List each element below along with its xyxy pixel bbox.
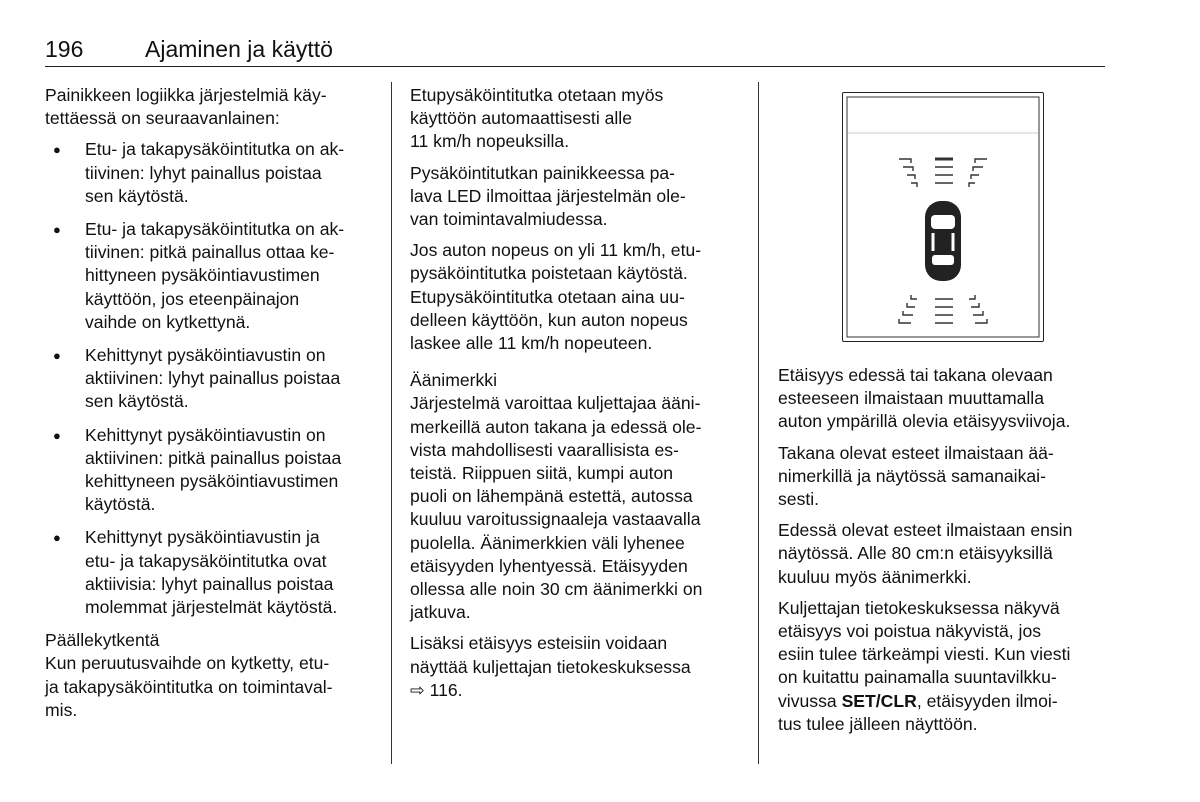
list-item: ● Kehittynyt pysäköintiavustin on aktiivinen: pitkä painallus poistaa kehittyneen pysäköintiavustimen käytöstä. [45, 424, 375, 517]
column-divider [758, 82, 759, 764]
bullet-list [45, 138, 375, 619]
paragraph-text: Kuljettajan tietokeskuksessa näkyvä etäisyys voi poistua näkyvistä, jos esiin tulee tärkeämpi viesti. Kun viesti on kuitattu painamalla suuntavilkku- vivussa [778, 597, 1071, 711]
paragraph [778, 597, 1108, 736]
page-number: 196 [45, 36, 84, 62]
parking-display-graphic [843, 93, 1043, 341]
set-clr-label: SET/CLR [841, 690, 917, 711]
column-1 [45, 84, 375, 730]
column-2 [410, 84, 740, 710]
list-item: ● Kehittynyt pysäköintiavustin on aktiivinen: lyhyt painallus poistaa sen käytöstä. [45, 344, 375, 414]
column-divider [391, 82, 392, 764]
page-reference: ⇨ 116. [410, 679, 463, 700]
page-title: Ajaminen ja käyttö [145, 36, 333, 62]
paragraph: Takana olevat esteet ilmaistaan ää- nimerkillä ja näytössä samanaikai- sesti. [778, 442, 1054, 510]
paragraph: Pysäköintitutkan painikkeessa pa- lava LED ilmoittaa järjestelmän ole- van toimintavalmiudessa. [410, 162, 686, 230]
paragraph: Jos auton nopeus on yli 11 km/h, etu- pysäköintitutka poistetaan käytöstä. Etupysäköintitutka otetaan aina uu- delleen käyttöön, kun auton nopeus laskee alle 11 km/h nopeuteen. [410, 240, 702, 354]
parking-sensor-illustration [842, 92, 1044, 342]
list-item: ● Etu- ja takapysäköintitutka on ak- tiivinen: lyhyt painallus poistaa sen käytöstä. [45, 138, 375, 208]
page-header [45, 36, 1105, 67]
column-3 [778, 364, 1108, 744]
front-distance-lines [899, 159, 987, 187]
list-item: ● Kehittynyt pysäköintiavustin ja etu- ja takapysäköintitutka ovat aktiivisia: lyhyt painallus poistaa molemmat järjestelmät käytöstä. [45, 526, 375, 619]
section-heading: Päällekytkentä [45, 630, 160, 651]
paragraph: Edessä olevat esteet ilmaistaan ensin näytössä. Alle 80 cm:n etäisyyksillä kuuluu myös äänimerkki. [778, 520, 1073, 587]
paragraph: Kun peruutusvaihde on kytketty, etu- ja takapysäköintitutka on toimintaval- mis. [45, 653, 333, 720]
list-item: ● Etu- ja takapysäköintitutka on ak- tiivinen: pitkä painallus ottaa ke- hittyneen pysäköintiavustimen käyttöön, jos eteenpäinajon vaihde on kytkettynä. [45, 218, 375, 334]
rear-distance-lines [899, 295, 987, 323]
paragraph: Etäisyys edessä tai takana olevaan esteeseen ilmaistaan muuttamalla auton ympärillä olevia etäisyysviivoja. [778, 365, 1071, 432]
paragraph-text: , etäisyyden ilmoi- tus tulee jälleen näyttöön. [778, 690, 1058, 734]
car-icon [925, 201, 961, 281]
section-heading: Äänimerkki [410, 370, 498, 391]
paragraph: Järjestelmä varoittaa kuljettajaa ääni- merkeillä auton takana ja edessä ole- vista mahdollisesti vaarallisista es- teistä. Riippuen siitä, kumpi auton puoli on lähempänä estettä, autossa kuuluu varoitussignaaleja vastaavalla puolella. Äänimerkkien väli lyhenee etäisyyden lyhentyessä. Etäisyyden ollessa alle noin 30 cm äänimerkki on jatkuva. [410, 393, 703, 623]
intro-paragraph: Painikkeen logiikka järjestelmiä käy- tettäessä on seuraavanlainen: [45, 85, 327, 129]
paragraph: Lisäksi etäisyys esteisiin voidaan näyttää kuljettajan tietokeskuksessa [410, 633, 691, 677]
paragraph: Etupysäköintitutka otetaan myös käyttöön automaattisesti alle 11 km/h nopeuksilla. [410, 85, 664, 152]
